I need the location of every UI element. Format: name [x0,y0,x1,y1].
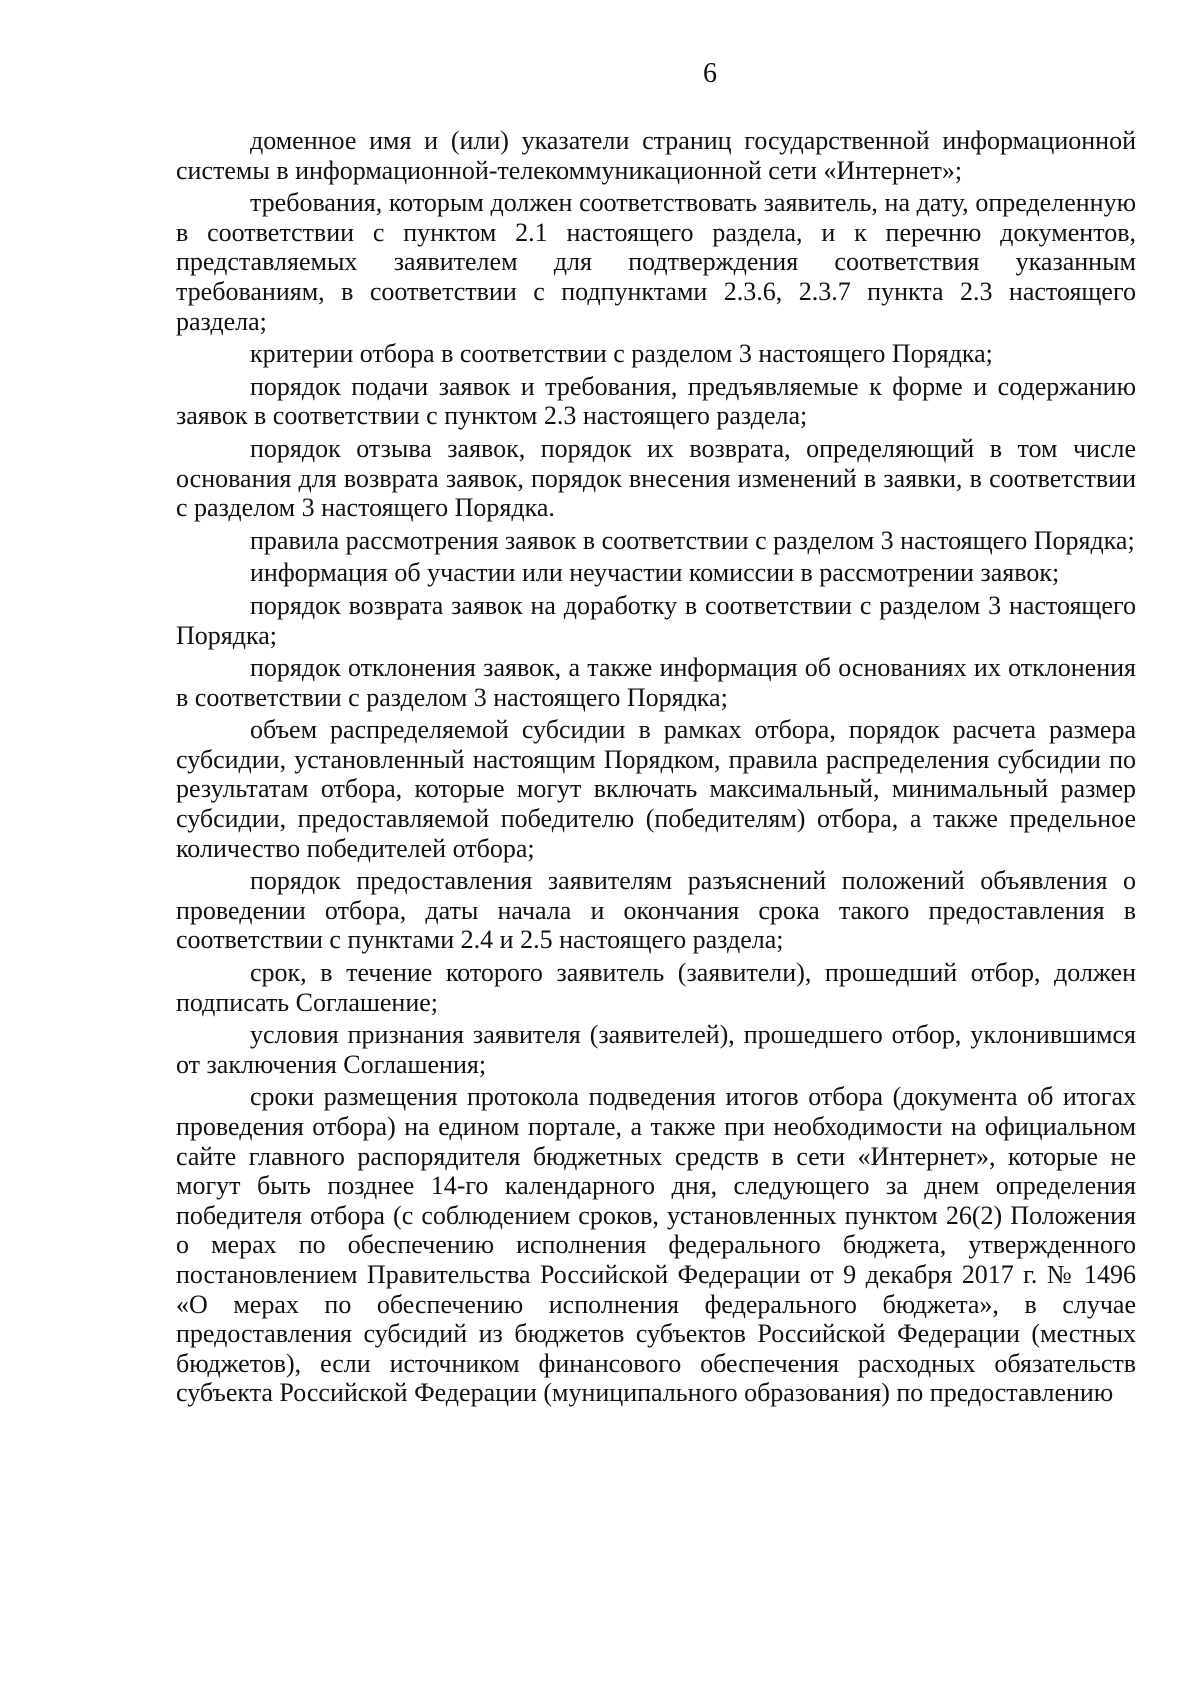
paragraph-evasion-conditions: условия признания заявителя (заявителей), прошедшего отбор, уклонившимся от заключения Соглашения; [176,1020,1136,1079]
paragraph-rejection-procedure: порядок отклонения заявок, а также информация об основаниях их отклонения в соответствии с разделом 3 настоящего Порядка; [176,653,1136,712]
paragraph-protocol-placement: сроки размещения протокола подведения итогов отбора (документа об итогах проведения отбора) на едином портале, а также при необходимости на официальном сайте главного распорядителя бюджетных средств в сети «Интернет», которые не могут быть позднее 14-го календарного дня, следующего за днем определения победителя отбора (с соблюдением сроков, установленных пунктом 26(2) Положения о мерах по обеспечению исполнения федерального бюджета, утвержденного постановлением Правительства Российской Федерации от 9 декабря 2017 г. № 1496 «О мерах по обеспечению исполнения федерального бюджета», в случае предоставления субсидий из бюджетов субъектов Российской Федерации (местных бюджетов), если источником финансового обеспечения расходных обязательств субъекта Российской Федерации (муниципального образования) по предоставлению [176,1082,1136,1408]
paragraph-domain-name: доменное имя и (или) указатели страниц государственной информационной системы в информационной-телекоммуникационной сети «Интернет»; [176,126,1136,185]
document-body [176,126,1136,1411]
paragraph-clarifications: порядок предоставления заявителям разъяснений положений объявления о проведении отбора, даты начала и окончания срока такого предоставления в соответствии с пунктами 2.4 и 2.5 настоящего раздела; [176,866,1136,955]
paragraph-selection-criteria: критерии отбора в соответствии с разделом 3 настоящего Порядка; [250,339,993,369]
page-number: 6 [703,58,717,89]
paragraph-withdrawal-procedure: порядок отзыва заявок, порядок их возврата, определяющий в том числе основания для возврата заявок, порядок внесения изменений в заявки, в соответствии с разделом 3 настоящего Порядка. [176,433,1136,523]
paragraph-submission-procedure: порядок подачи заявок и требования, предъявляемые к форме и содержанию заявок в соответствии с пунктом 2.3 настоящего раздела; [176,371,1136,431]
paragraph-review-rules: правила рассмотрения заявок в соответствии с разделом 3 настоящего Порядка; [250,525,1135,555]
paragraph-subsidy-volume: объем распределяемой субсидии в рамках отбора, порядок расчета размера субсидии, установленный настоящим Порядком, правила распределения субсидии по результатам отбора, которые могут включать максимальный, минимальный размер субсидии, предоставляемой победителю (победителям) отбора, а также предельное количество победителей отбора; [176,715,1136,863]
paragraph-agreement-deadline: срок, в течение которого заявитель (заявители), прошедший отбор, должен подписать Соглашение; [176,958,1136,1017]
paragraph-return-for-revision: порядок возврата заявок на доработку в соответствии с разделом 3 настоящего Порядка; [176,590,1136,650]
paragraph-commission-participation: информация об участии или неучастии комиссии в рассмотрении заявок; [250,558,1060,588]
paragraph-applicant-requirements: требования, которым должен соответствовать заявитель, на дату, определенную в соответствии с пунктом 2.1 настоящего раздела, и к перечню документов, представляемых заявителем для подтверждения соответствия указанным требованиям, в соответствии с подпунктами 2.3.6, 2.3.7 пункта 2.3 настоящего раздела; [176,188,1136,336]
